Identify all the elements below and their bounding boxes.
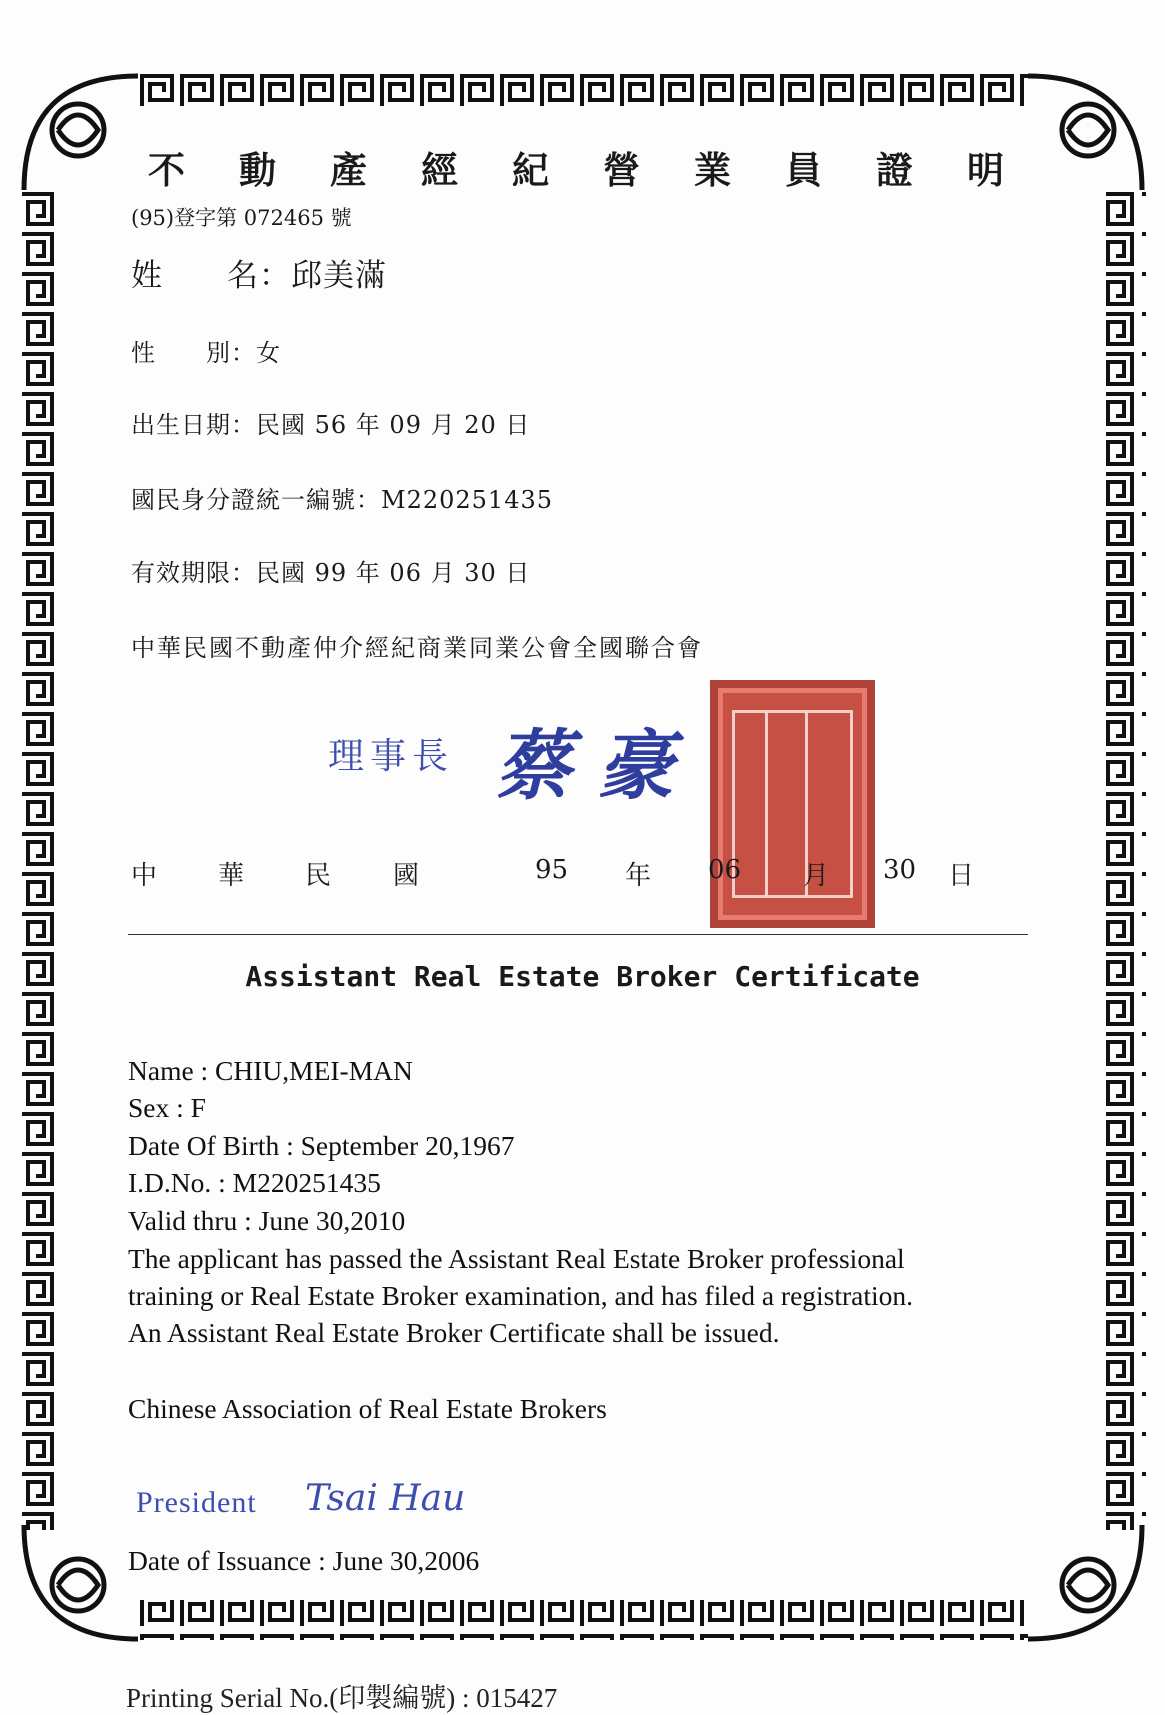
issue-date-char: 民 (305, 861, 332, 891)
association-en: Chinese Association of Real Estate Brokers (128, 1393, 607, 1424)
issue-date-day: 30 (883, 855, 917, 885)
president-signature-zh: 蔡 豪 (495, 721, 674, 810)
title-char: 紀 (512, 148, 549, 192)
valid-field-en: Valid thru : June 30,2010 (128, 1205, 406, 1236)
issue-date-char: 中 (131, 861, 158, 891)
title-char: 不 (148, 148, 185, 192)
section-divider (128, 934, 1028, 935)
title-char: 業 (694, 148, 731, 192)
statement-line: training or Real Estate Broker examination, and has filed a registration. (128, 1280, 914, 1311)
sex-field-zh: 性 別：女 (131, 339, 281, 367)
issue-date-year: 95 (535, 855, 569, 885)
printing-serial-number: Printing Serial No.(印製編號) : 015427 (126, 1683, 558, 1713)
name-field-en: Name : CHIU,MEI-MAN (128, 1055, 413, 1086)
official-seal-stamp (710, 680, 875, 928)
certificate-title-zh (148, 140, 1058, 194)
certificate-title-en: Assistant Real Estate Broker Certificate (245, 960, 920, 993)
valid-field-zh: 有效期限：民國 99 年 06 月 30 日 (131, 559, 531, 587)
birth-field-en: Date Of Birth : September 20,1967 (128, 1130, 515, 1161)
issue-date-char: 華 (218, 861, 245, 891)
issue-date-char: 日 (948, 861, 975, 891)
id-field-zh: 國民身分證統一編號：M220251435 (131, 486, 553, 514)
issuance-date-en: Date of Issuance : June 30,2006 (128, 1545, 480, 1576)
title-char: 動 (239, 148, 276, 192)
statement-line: An Assistant Real Estate Broker Certificate shall be issued. (128, 1317, 780, 1348)
title-char: 產 (330, 148, 367, 192)
issue-date-month: 06 (708, 855, 742, 885)
name-field-zh: 姓 名：邱美滿 (131, 258, 387, 294)
title-char: 經 (421, 148, 458, 192)
birth-field-zh: 出生日期：民國 56 年 09 月 20 日 (131, 411, 531, 439)
issue-date-char: 月 (803, 861, 830, 891)
statement-line: The applicant has passed the Assistant Real Estate Broker professional (128, 1243, 905, 1274)
issue-date-char: 年 (625, 861, 652, 891)
title-char: 證 (876, 148, 913, 192)
sex-field-en: Sex : F (128, 1092, 206, 1123)
association-zh: 中華民國不動產仲介經紀商業同業公會全國聯合會 (131, 634, 703, 662)
title-char: 員 (785, 148, 822, 192)
president-title-en: President (136, 1486, 257, 1519)
president-signature-en: Tsai Hau (305, 1478, 466, 1519)
title-char: 明 (967, 148, 1004, 192)
id-field-en: I.D.No. : M220251435 (128, 1167, 381, 1198)
issue-date-char: 國 (393, 861, 420, 891)
registration-number: (95)登字第 072465 號 (131, 206, 352, 230)
title-char: 營 (603, 148, 640, 192)
president-title-zh: 理事長 (328, 736, 455, 777)
